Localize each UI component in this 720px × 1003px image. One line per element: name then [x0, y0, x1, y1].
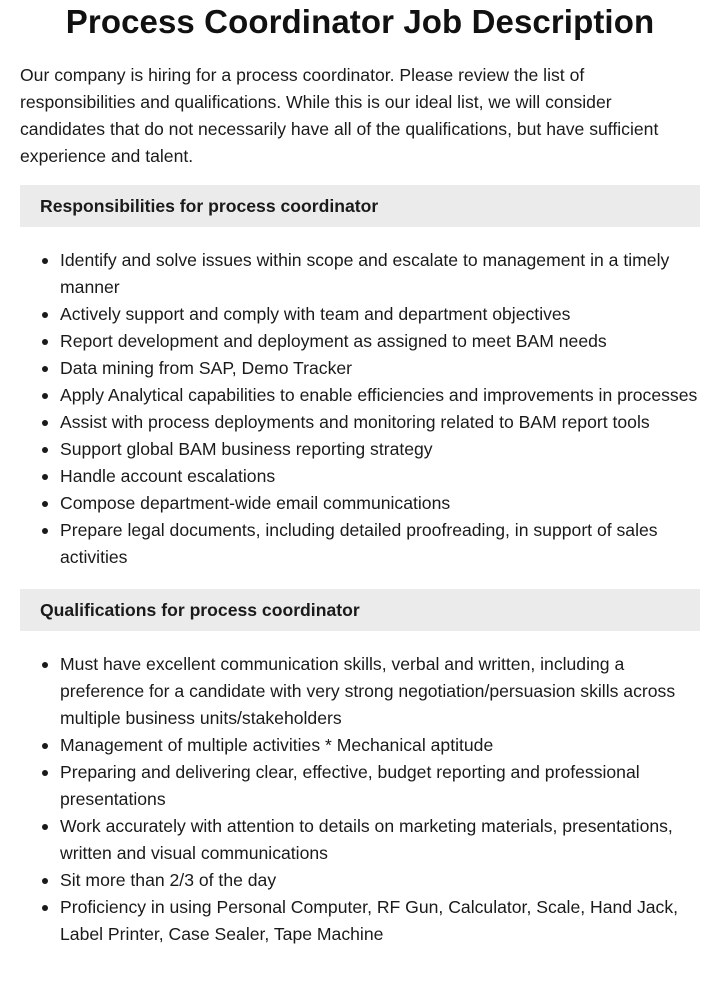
list-item: Identify and solve issues within scope and escalate to management in a timely manner [60, 247, 700, 301]
page-title: Process Coordinator Job Description [65, 3, 655, 40]
list-item: Compose department-wide email communications [60, 490, 700, 517]
list-item: Apply Analytical capabilities to enable efficiencies and improvements in processes [60, 382, 700, 409]
responsibilities-heading: Responsibilities for process coordinator [20, 185, 700, 227]
list-item: Prepare legal documents, including detailed proofreading, in support of sales activities [60, 517, 700, 571]
list-item: Handle account escalations [60, 463, 700, 490]
list-item: Management of multiple activities * Mechanical aptitude [60, 732, 700, 759]
responsibilities-list [20, 247, 700, 571]
list-item: Must have excellent communication skills, verbal and written, including a preference for a candidate with very strong negotiation/persuasion skills across multiple business units/stakeholders [60, 651, 700, 732]
qualifications-heading: Qualifications for process coordinator [20, 589, 700, 631]
list-item: Sit more than 2/3 of the day [60, 867, 700, 894]
list-item: Assist with process deployments and monitoring related to BAM report tools [60, 409, 700, 436]
list-item: Report development and deployment as assigned to meet BAM needs [60, 328, 700, 355]
list-item: Data mining from SAP, Demo Tracker [60, 355, 700, 382]
qualifications-list [20, 651, 700, 948]
list-item: Actively support and comply with team and department objectives [60, 301, 700, 328]
list-item: Support global BAM business reporting strategy [60, 436, 700, 463]
list-item: Proficiency in using Personal Computer, RF Gun, Calculator, Scale, Hand Jack, Label Printer, Case Sealer, Tape Machine [60, 894, 700, 948]
intro-paragraph: Our company is hiring for a process coordinator. Please review the list of responsibilities and qualifications. While this is our ideal list, we will consider candidates that do not necessarily have all of the qualifications, but have sufficient experience and talent. [20, 65, 659, 166]
list-item: Work accurately with attention to details on marketing materials, presentations, written and visual communications [60, 813, 700, 867]
list-item: Preparing and delivering clear, effective, budget reporting and professional presentations [60, 759, 700, 813]
